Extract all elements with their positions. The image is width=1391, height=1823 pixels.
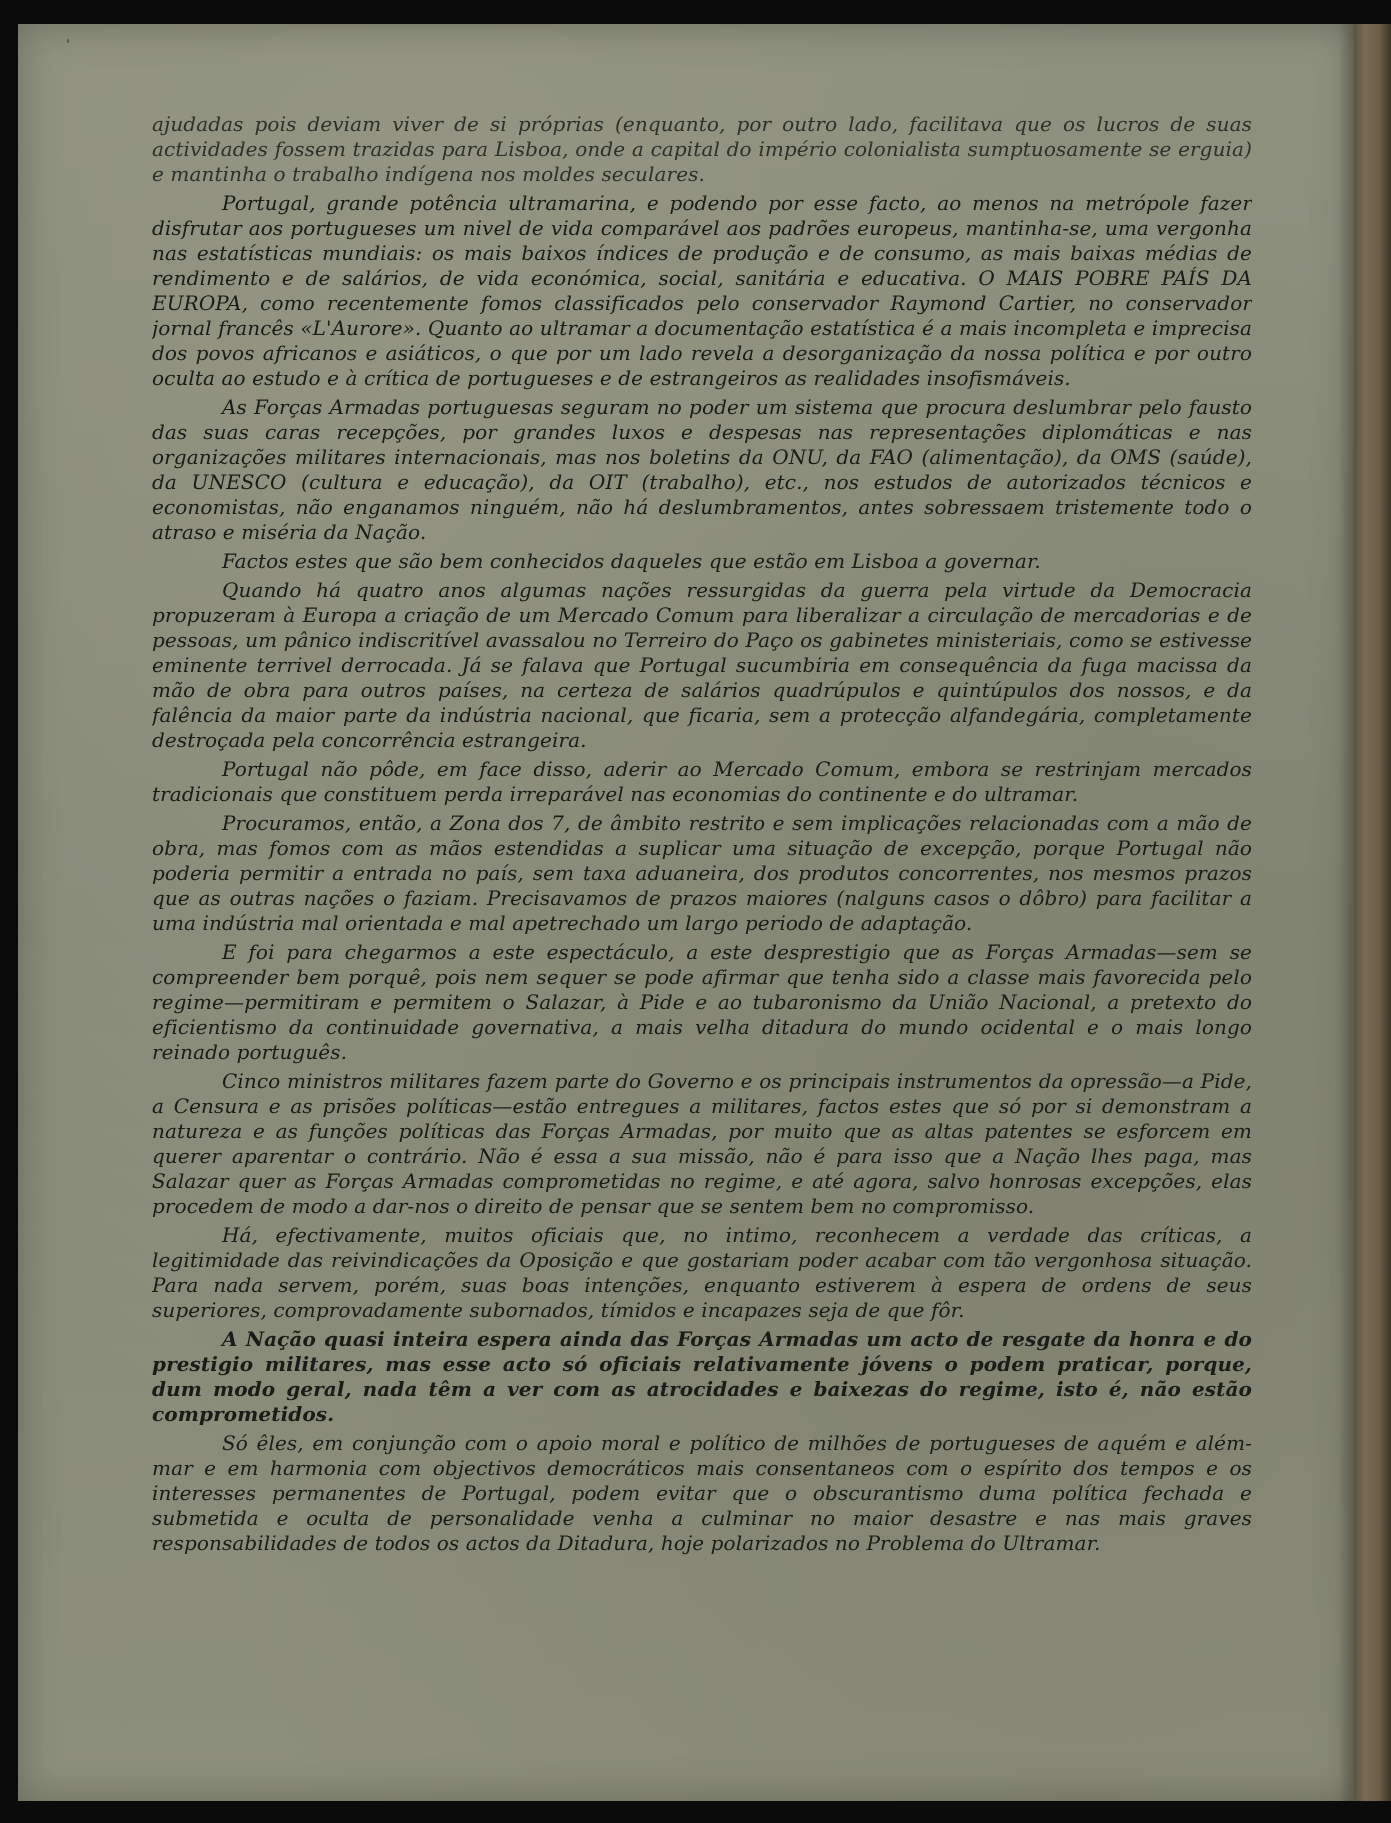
paragraph-1: ajudadas pois deviam viver de si próprias (enquanto, por outro lado, facilitava que os lucros de suas actividades fossem trazidas para Lisboa, onde a capital do império colonialista sumptuosamente se erguia) e mantinha o trabalho indígena nos moldes seculares. xyxy=(152,112,1252,186)
paragraph-10: Há, efectivamente, muitos oficiais que, no intimo, reconhecem a verdade das críticas, a legitimidade das reivindicações da Oposição e que gostariam poder acabar com tão vergonhosa situação. Para nada servem, porém, suas boas intenções, enquanto estiverem à espera de ordens de seus superiores, comprovadamente subornados, tímidos e incapazes seja de que fôr. xyxy=(152,1223,1252,1322)
paragraph-3: As Forças Armadas portuguesas seguram no poder um sistema que procura deslumbrar pelo fausto das suas caras recepções, por grandes luxos e despesas nas representações diplomáticas e nas organizações militares internacionais, mas nos boletins da ONU, da FAO (alimentação), da OMS (saúde), da UNESCO (cultura e educação), da OIT (trabalho), etc., nos estudos de autorizados técnicos e economistas, não enganamos ninguém, não há deslumbramentos, antes sobressaem tristemente todo o atraso e miséria da Nação. xyxy=(152,395,1252,544)
paragraph-6: Portugal não pôde, em face disso, aderir ao Mercado Comum, embora se restrinjam mercados tradicionais que constituem perda irreparável nas economias do continente e do ultramar. xyxy=(152,757,1252,806)
paragraph-4: Factos estes que são bem conhecidos daqueles que estão em Lisboa a governar. xyxy=(222,549,1041,573)
paragraph-8: E foi para chegarmos a este espectáculo, a este desprestigio que as Forças Armadas—sem se compreender bem porquê, pois nem sequer se pode afirmar que tenha sido a classe mais favorecida pelo regime—permitiram e permitem o Salazar, à Pide e ao tubaronismo da União Nacional, a pretexto do eficientismo da continuidade governativa, a mais velha ditadura do mundo ocidental e o mais longo reinado português. xyxy=(152,940,1252,1064)
page-fold-shadow xyxy=(1338,24,1354,1801)
paragraph-9: Cinco ministros militares fazem parte do Governo e os principais instrumentos da opressão—a Pide, a Censura e as prisões políticas—estão entregues a militares, factos estes que só por si demonstram a natureza e as funções políticas das Forças Armadas, por muito que as altas patentes se esforcem em querer aparentar o contrário. Não é essa a sua missão, não é para isso que a Nação lhes paga, mas Salazar quer as Forças Armadas comprometidas no regime, e até agora, salvo honrosas excepções, elas procedem de modo a dar-nos o direito de pensar que se sentem bem no compromisso. xyxy=(152,1069,1252,1218)
paragraph-12: Só êles, em conjunção com o apoio moral e político de milhões de portugueses de aquém e além-mar e em harmonia com objectivos democráticos mais consentaneos com o espírito dos tempos e os interesses permanentes de Portugal, podem evitar que o obscurantismo duma política fechada e submetida e oculta de personalidade venha a culminar no maior desastre e nas mais graves responsabilidades de todos os actos da Ditadura, hoje polarizados no Problema do Ultramar. xyxy=(152,1431,1252,1555)
paragraph-11: A Nação quasi inteira espera ainda das Forças Armadas um acto de resgate da honra e do prestigio militares, mas esse acto só oficiais relativamente jóvens o podem praticar, porque, dum modo geral, nada têm a ver com as atrocidades e baixezas do regime, isto é, não estão comprometidos. xyxy=(152,1327,1252,1426)
paragraph-7: Procuramos, então, a Zona dos 7, de âmbito restrito e sem implicações relacionadas com a mão de obra, mas fomos com as mãos estendidas a suplicar uma situação de excepção, porque Portugal não poderia permitir a entrada no país, sem taxa aduaneira, dos produtos concorrentes, nos mesmos prazos que as outras nações o faziam. Precisavamos de prazos maiores (nalguns casos o dôbro) para facilitar a uma indústria mal orientada e mal apetrechado um largo periodo de adaptação. xyxy=(152,811,1252,935)
binding-edge xyxy=(1354,24,1391,1801)
paragraph-5: Quando há quatro anos algumas nações ressurgidas da guerra pela virtude da Democracia propuzeram à Europa a criação de um Mercado Comum para liberalizar a circulação de mercadorias e de pessoas, um pânico indiscritível avassalou no Terreiro do Paço os gabinetes ministeriais, como se estivesse eminente terrivel derrocada. Já se falava que Portugal sucumbiria em consequência da fuga macissa da mão de obra para outros países, na certeza de salários quadrúpulos e quintúpulos dos nossos, e da falência da maior parte da indústria nacional, que ficaria, sem a protecção alfandegária, completamente destroçada pela concorrência estrangeira. xyxy=(152,578,1252,752)
margin-mark: ˈ xyxy=(66,38,70,54)
document-body xyxy=(152,112,1252,1752)
paragraph-2: Portugal, grande potência ultramarina, e podendo por esse facto, ao menos na metrópole fazer disfrutar aos portugueses um nivel de vida comparável aos padrões europeus, mantinha-se, uma vergonha nas estatísticas mundiais: os mais baixos índices de produção e de consumo, as mais baixas médias de rendimento e de salários, de vida económica, social, sanitária e educativa. O MAIS POBRE PAÍS DA EUROPA, como recentemente fomos classificados pelo conservador Raymond Cartier, no conservador jornal francês «L'Aurore». Quanto ao ultramar a documentação estatística é a mais incompleta e imprecisa dos povos africanos e asiáticos, o que por um lado revela a desorganização da nossa política e por outro oculta ao estudo e à crítica de portugueses e de estrangeiros as realidades insofismáveis. xyxy=(152,191,1252,390)
